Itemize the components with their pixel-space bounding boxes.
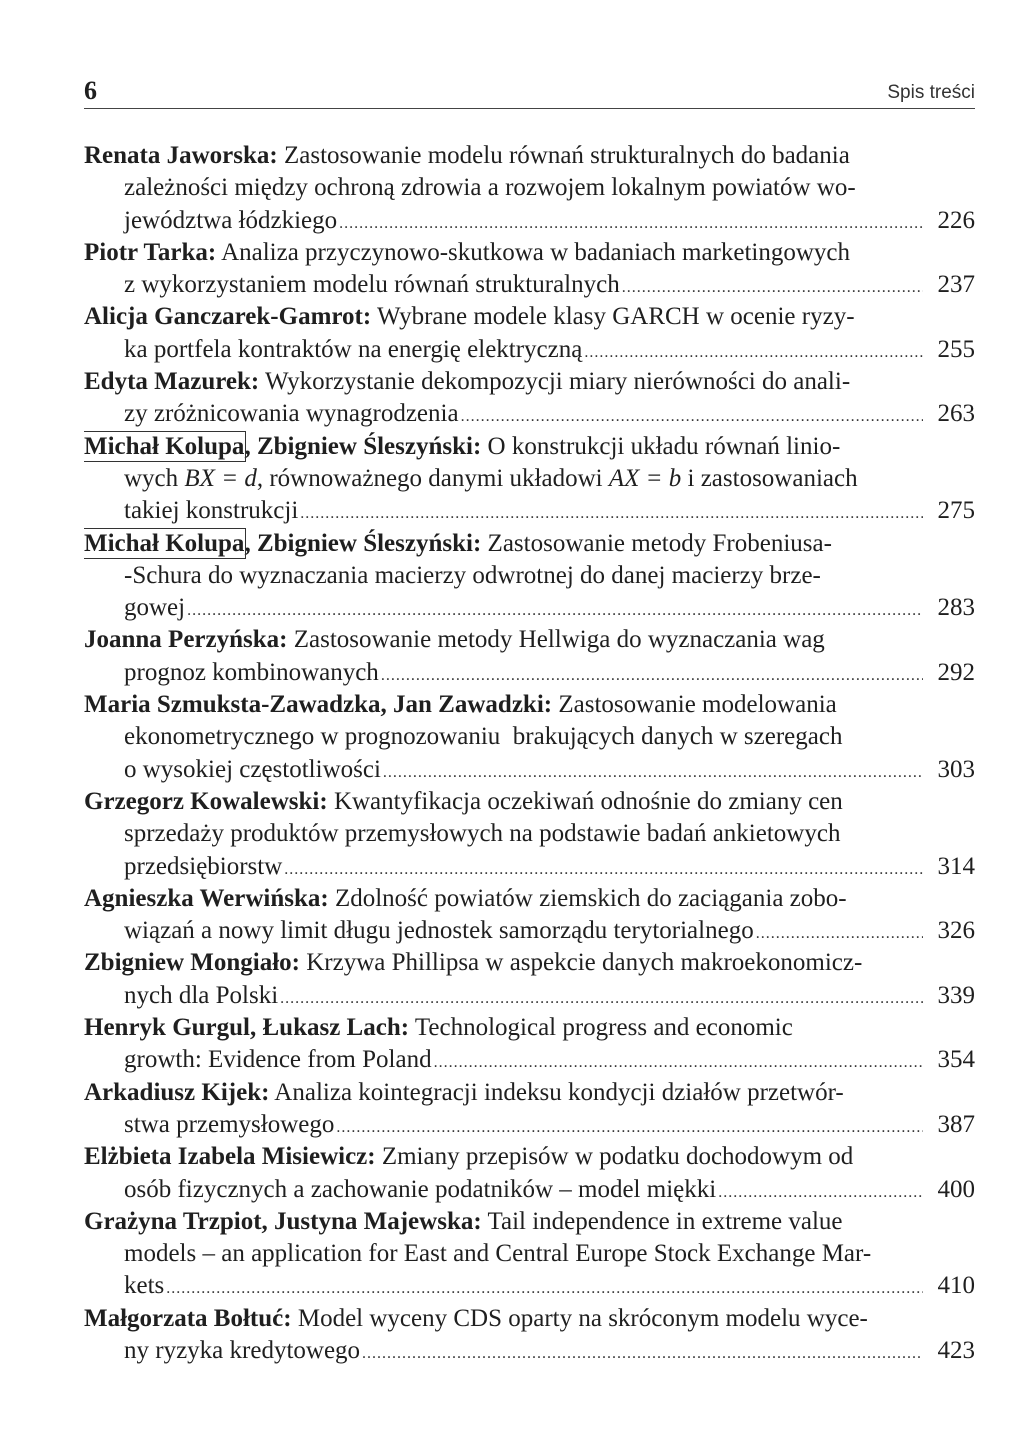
entry-title-continued: -Schura do wyznaczania macierzy odwrotnej do danej macierzy brze- — [124, 561, 821, 589]
entry-title-continued: sprzedaży produktów przemysłowych na podstawie badań ankietowych — [124, 820, 841, 848]
entry-title-end: gowej — [124, 594, 186, 622]
entry-page-number: 283 — [937, 594, 975, 622]
toc-entry — [84, 883, 975, 948]
toc-entry — [84, 1303, 975, 1368]
entry-authors: Arkadiusz Kijek: — [84, 1078, 270, 1106]
entry-title: Zastosowanie metody Hellwiga do wyznaczania wag — [287, 626, 825, 654]
boxed-author-name: Michał Kolupa — [84, 529, 245, 557]
entry-authors: Alicja Ganczarek-Gamrot: — [84, 303, 372, 331]
entry-title-continued: models – an application for East and Central Europe Stock Exchange Mar- — [124, 1240, 872, 1268]
entry-title-end: jewództwa łódzkiego — [124, 206, 338, 234]
entry-page-number: 255 — [937, 335, 975, 363]
entry-authors: Henryk Gurgul, Łukasz Lach: — [84, 1014, 410, 1042]
entry-title-continued: i zastosowaniach — [681, 464, 858, 492]
dot-leader — [459, 401, 923, 430]
toc-entry — [84, 947, 975, 1012]
dot-leader — [334, 1112, 923, 1141]
entry-page-number: 237 — [937, 271, 975, 299]
entry-title: Analiza kointegracji indeksu kondycji działów przetwór- — [269, 1078, 844, 1106]
entry-page-number: 326 — [937, 917, 975, 945]
entry-page-number: 387 — [937, 1110, 975, 1138]
entry-authors: Zbigniew Mongiało: — [84, 949, 300, 977]
dot-leader — [185, 595, 923, 624]
entry-title: Wybrane modele klasy GARCH w ocenie ryzy- — [371, 303, 855, 331]
entry-authors: Małgorzata Bołtuć: — [84, 1304, 292, 1332]
dot-leader — [432, 1047, 923, 1076]
dot-leader — [337, 208, 923, 237]
entry-authors: Joanna Perzyńska: — [84, 626, 288, 654]
entry-title: O konstrukcji układu równań linio- — [481, 432, 841, 460]
toc-entry — [84, 1206, 975, 1303]
entry-authors: Piotr Tarka: — [84, 238, 217, 266]
toc-entry — [84, 528, 975, 625]
entry-page-number: 303 — [937, 755, 975, 783]
entry-title: Technological progress and economic — [409, 1014, 793, 1042]
entry-authors: Renata Jaworska: — [84, 142, 278, 169]
dot-leader — [298, 498, 923, 527]
entry-page-number: 423 — [937, 1336, 975, 1364]
entry-page-number: 354 — [937, 1046, 975, 1074]
entry-page-number: 226 — [937, 206, 975, 234]
entry-page-number: 263 — [937, 400, 975, 428]
entry-authors: Maria Szmuksta-Zawadzka, Jan Zawadzki: — [84, 691, 553, 719]
toc-entry — [84, 140, 975, 237]
page-header — [84, 74, 975, 109]
dot-leader — [381, 757, 923, 786]
entry-title-end: prognoz kombinowanych — [124, 658, 379, 686]
entry-title-end: osób fizycznych a zachowanie podatników – model miękki — [124, 1175, 717, 1203]
toc-entry — [84, 1077, 975, 1142]
running-head: Spis treści — [887, 82, 975, 103]
entry-title-end: wiązań a nowy limit długu jednostek samorządu terytorialnego — [124, 917, 754, 945]
entry-title: Wykorzystanie dekompozycji miary nierówności do anali- — [259, 368, 851, 396]
entry-title: Analiza przyczynowo-skutkowa w badaniach marketingowych — [216, 238, 851, 266]
entry-title-end: ka portfela kontraktów na energię elektryczną — [124, 335, 583, 363]
equation: BX = d — [184, 464, 257, 492]
entry-page-number: 292 — [937, 658, 975, 686]
entry-page-number: 400 — [937, 1175, 975, 1203]
entry-page-number: 339 — [937, 981, 975, 1009]
entry-title-end: ny ryzyka kredytowego — [124, 1336, 361, 1364]
dot-leader — [620, 272, 923, 301]
entry-page-number: 275 — [937, 497, 975, 525]
entry-authors: Grażyna Trzpiot, Justyna Majewska: — [84, 1207, 482, 1235]
entry-page-number: 314 — [937, 852, 975, 880]
entry-title: Zastosowanie modelu równań strukturalnych do badania — [277, 142, 850, 169]
entry-authors: Grzegorz Kowalewski: — [84, 787, 328, 815]
entry-title: Zastosowanie modelowania — [552, 691, 837, 719]
entry-title: Krzywa Phillipsa w aspekcie danych makroekonomicz- — [300, 949, 863, 977]
table-of-contents — [84, 140, 975, 1367]
dot-leader — [716, 1177, 923, 1206]
dot-leader — [582, 337, 923, 366]
entry-title-continued: ekonometrycznego w prognozowaniu brakujących danych w szeregach — [124, 723, 843, 751]
entry-authors: Elżbieta Izabela Misiewicz: — [84, 1143, 376, 1171]
entry-title-end: kets — [124, 1272, 165, 1300]
toc-entry — [84, 237, 975, 302]
entry-title-end: stwa przemysłowego — [124, 1110, 335, 1138]
page-number: 6 — [84, 76, 97, 105]
entry-title: Model wyceny CDS oparty na skróconym modelu wyce- — [291, 1304, 868, 1332]
entry-title-end: growth: Evidence from Poland — [124, 1046, 432, 1074]
entry-authors: , Zbigniew Śleszyński: — [244, 529, 482, 557]
entry-title-continued: , równoważnego danymi układowi — [256, 464, 609, 492]
entry-title: Zastosowanie metody Frobeniusa- — [481, 529, 832, 557]
toc-entry — [84, 431, 975, 528]
equation: AX = b — [608, 464, 682, 492]
toc-entry — [84, 1141, 975, 1206]
dot-leader — [164, 1273, 923, 1302]
entry-title-end: takiej konstrukcji — [124, 497, 299, 525]
toc-entry — [84, 624, 975, 689]
dot-leader — [754, 918, 923, 947]
boxed-author-name: Michał Kolupa — [84, 432, 245, 460]
toc-entry — [84, 786, 975, 883]
entry-title-end: zy zróżnicowania wynagrodzenia — [124, 400, 459, 428]
toc-entry — [84, 366, 975, 431]
entry-title: Kwantyfikacja oczekiwań odnośnie do zmiany cen — [327, 787, 843, 815]
entry-title: Zdolność powiatów ziemskich do zaciągania zobo- — [328, 884, 847, 912]
entry-title-end: nych dla Polski — [124, 981, 279, 1009]
entry-title-end: przedsiębiorstw — [124, 852, 283, 880]
entry-title-continued: zależności między ochroną zdrowia a rozwojem lokalnym powiatów wo- — [124, 174, 856, 202]
entry-authors: Edyta Mazurek: — [84, 368, 260, 396]
entry-authors: Agnieszka Werwińska: — [84, 884, 329, 912]
toc-entry — [84, 1012, 975, 1077]
entry-authors: , Zbigniew Śleszyński: — [244, 432, 482, 460]
entry-page-number: 410 — [937, 1272, 975, 1300]
toc-entry — [84, 301, 975, 366]
dot-leader — [278, 983, 923, 1012]
dot-leader — [282, 854, 923, 883]
entry-title-continued: wych — [124, 464, 185, 492]
entry-title-end: o wysokiej częstotliwości — [124, 755, 381, 783]
dot-leader — [379, 660, 923, 689]
dot-leader — [360, 1338, 923, 1367]
toc-entry — [84, 689, 975, 786]
entry-title: Tail independence in extreme value — [481, 1207, 843, 1235]
entry-title-end: z wykorzystaniem modelu równań strukturalnych — [124, 271, 620, 299]
entry-title: Zmiany przepisów w podatku dochodowym od — [375, 1143, 854, 1171]
